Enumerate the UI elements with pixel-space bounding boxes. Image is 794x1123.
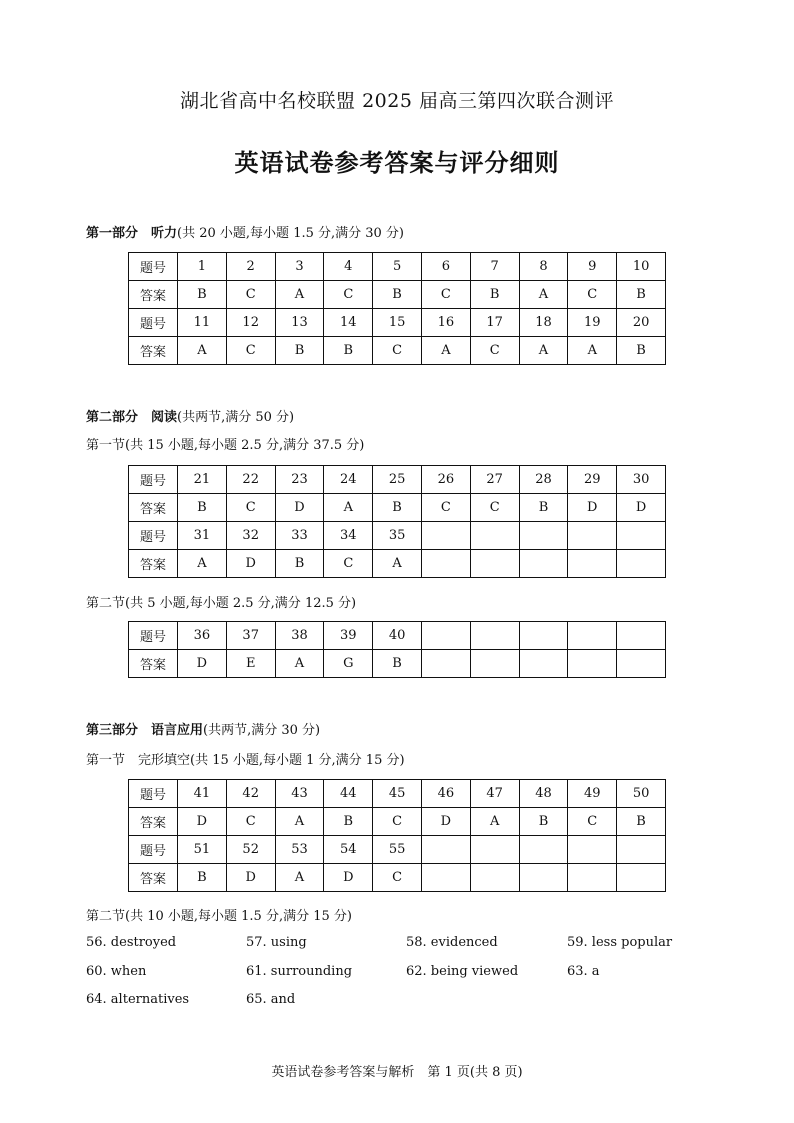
table-cell: B <box>275 337 324 365</box>
table-cell: 53 <box>275 836 324 864</box>
table-cell: C <box>421 281 470 309</box>
table-cell: 6 <box>421 253 470 281</box>
table-cell: B <box>324 808 373 836</box>
table-cell: 30 <box>617 466 666 494</box>
table-cell: C <box>226 494 275 522</box>
table-cell: C <box>568 808 617 836</box>
table-cell: B <box>178 864 227 892</box>
table-cell: C <box>470 337 519 365</box>
table-cell <box>519 864 568 892</box>
table-cell: A <box>421 337 470 365</box>
table-cell: 27 <box>470 466 519 494</box>
part1-answer-table <box>128 252 666 365</box>
table-row <box>129 550 666 578</box>
table-cell: 13 <box>275 309 324 337</box>
table-cell: A <box>568 337 617 365</box>
table-cell: 43 <box>275 780 324 808</box>
table-cell: 26 <box>421 466 470 494</box>
table-cell: C <box>421 494 470 522</box>
table-cell: C <box>568 281 617 309</box>
table-cell: B <box>373 281 422 309</box>
table-row <box>129 281 666 309</box>
table-cell: 34 <box>324 522 373 550</box>
table-cell: A <box>178 337 227 365</box>
row-header: 答案 <box>129 864 178 892</box>
row-header: 答案 <box>129 808 178 836</box>
table-row <box>129 494 666 522</box>
table-cell: B <box>373 494 422 522</box>
table-cell: 37 <box>226 622 275 650</box>
table-cell: 39 <box>324 622 373 650</box>
table-cell: A <box>178 550 227 578</box>
table-cell: D <box>275 494 324 522</box>
table-cell: 3 <box>275 253 324 281</box>
row-header: 题号 <box>129 522 178 550</box>
row-header: 题号 <box>129 253 178 281</box>
table-cell: D <box>568 494 617 522</box>
table-cell: 36 <box>178 622 227 650</box>
table-cell: B <box>519 494 568 522</box>
table-cell: B <box>275 550 324 578</box>
table-row <box>129 466 666 494</box>
exam-title: 湖北省高中名校联盟 2025 届高三第四次联合测评 <box>180 90 614 112</box>
table-cell: 8 <box>519 253 568 281</box>
table-cell: 45 <box>373 780 422 808</box>
table-cell: 42 <box>226 780 275 808</box>
table-cell: D <box>617 494 666 522</box>
table-cell: D <box>178 650 227 678</box>
table-cell: C <box>470 494 519 522</box>
table-cell <box>568 522 617 550</box>
row-header: 答案 <box>129 650 178 678</box>
table-cell: 24 <box>324 466 373 494</box>
part2-heading: 第二部分 阅读(共两节,满分 50 分) <box>86 410 295 425</box>
table-cell: B <box>178 494 227 522</box>
table-cell: 23 <box>275 466 324 494</box>
table-cell: A <box>519 281 568 309</box>
table-cell <box>617 864 666 892</box>
table-cell: 17 <box>470 309 519 337</box>
fill-answer: 56. destroyed <box>86 935 177 950</box>
table-cell <box>568 836 617 864</box>
table-cell: C <box>226 337 275 365</box>
table-cell: B <box>470 281 519 309</box>
table-cell: C <box>373 808 422 836</box>
table-cell: 4 <box>324 253 373 281</box>
table-cell: 28 <box>519 466 568 494</box>
table-cell: 20 <box>617 309 666 337</box>
table-row <box>129 780 666 808</box>
table-cell <box>519 550 568 578</box>
part2-section2-answer-table <box>128 621 666 678</box>
table-cell: 33 <box>275 522 324 550</box>
table-cell: B <box>519 808 568 836</box>
table-cell <box>421 650 470 678</box>
table-cell: C <box>373 337 422 365</box>
table-cell <box>519 836 568 864</box>
table-cell: 47 <box>470 780 519 808</box>
table-cell: 38 <box>275 622 324 650</box>
table-cell <box>568 864 617 892</box>
table-cell: C <box>324 550 373 578</box>
row-header: 题号 <box>129 836 178 864</box>
part3-section1-answer-table <box>128 779 666 892</box>
table-row <box>129 864 666 892</box>
table-cell: 35 <box>373 522 422 550</box>
table-cell <box>568 550 617 578</box>
table-cell: G <box>324 650 373 678</box>
table-cell: 46 <box>421 780 470 808</box>
table-cell: 19 <box>568 309 617 337</box>
table-cell: D <box>421 808 470 836</box>
table-cell: 51 <box>178 836 227 864</box>
table-cell: A <box>275 808 324 836</box>
table-row <box>129 836 666 864</box>
fill-answer: 65. and <box>246 992 296 1007</box>
table-cell: E <box>226 650 275 678</box>
table-cell: 49 <box>568 780 617 808</box>
table-cell: 31 <box>178 522 227 550</box>
part1-heading: 第一部分 听力(共 20 小题,每小题 1.5 分,满分 30 分) <box>86 226 405 241</box>
table-cell: 5 <box>373 253 422 281</box>
part3-section2-title: 第二节(共 10 小题,每小题 1.5 分,满分 15 分) <box>86 909 352 924</box>
fill-answer: 60. when <box>86 964 147 979</box>
table-cell: A <box>275 650 324 678</box>
table-cell: B <box>324 337 373 365</box>
table-cell: 11 <box>178 309 227 337</box>
table-cell: 32 <box>226 522 275 550</box>
table-cell: D <box>226 550 275 578</box>
fill-answer: 64. alternatives <box>86 992 190 1007</box>
table-cell: 16 <box>421 309 470 337</box>
table-cell <box>470 836 519 864</box>
table-cell: A <box>275 281 324 309</box>
table-cell <box>568 622 617 650</box>
table-cell: 18 <box>519 309 568 337</box>
table-cell: 10 <box>617 253 666 281</box>
page-footer: 英语试卷参考答案与解析 第 1 页(共 8 页) <box>271 1065 523 1080</box>
table-cell: 50 <box>617 780 666 808</box>
row-header: 题号 <box>129 780 178 808</box>
fill-answer: 63. a <box>567 964 600 979</box>
table-row <box>129 650 666 678</box>
row-header: 题号 <box>129 309 178 337</box>
part3-section1-title: 第一节 完形填空(共 15 小题,每小题 1 分,满分 15 分) <box>86 753 405 768</box>
table-row <box>129 622 666 650</box>
table-cell <box>470 864 519 892</box>
table-cell: 52 <box>226 836 275 864</box>
table-cell: A <box>324 494 373 522</box>
table-cell: D <box>324 864 373 892</box>
table-cell: 1 <box>178 253 227 281</box>
table-cell: 29 <box>568 466 617 494</box>
table-cell <box>421 622 470 650</box>
table-cell <box>568 650 617 678</box>
table-cell: 2 <box>226 253 275 281</box>
table-cell: 22 <box>226 466 275 494</box>
table-cell <box>617 522 666 550</box>
table-cell: 40 <box>373 622 422 650</box>
table-cell: C <box>226 808 275 836</box>
fill-answer: 61. surrounding <box>246 964 353 979</box>
part2-section1-answer-table <box>128 465 666 578</box>
table-cell: B <box>617 808 666 836</box>
table-cell: C <box>226 281 275 309</box>
row-header: 答案 <box>129 281 178 309</box>
table-cell <box>421 522 470 550</box>
part2-section2-title: 第二节(共 5 小题,每小题 2.5 分,满分 12.5 分) <box>86 596 357 611</box>
table-cell: A <box>373 550 422 578</box>
fill-answer: 57. using <box>246 935 307 950</box>
table-cell: B <box>373 650 422 678</box>
table-cell <box>421 836 470 864</box>
table-cell: D <box>178 808 227 836</box>
table-cell: A <box>519 337 568 365</box>
table-cell: A <box>470 808 519 836</box>
table-cell <box>617 836 666 864</box>
table-cell: 25 <box>373 466 422 494</box>
table-cell: 48 <box>519 780 568 808</box>
table-cell: 14 <box>324 309 373 337</box>
row-header: 题号 <box>129 622 178 650</box>
table-cell: 9 <box>568 253 617 281</box>
table-cell <box>470 650 519 678</box>
document-title: 英语试卷参考答案与评分细则 <box>234 149 560 177</box>
table-cell: 44 <box>324 780 373 808</box>
table-cell <box>617 650 666 678</box>
table-cell: 12 <box>226 309 275 337</box>
row-header: 题号 <box>129 466 178 494</box>
table-cell <box>519 522 568 550</box>
table-cell: C <box>373 864 422 892</box>
fill-answer: 58. evidenced <box>406 935 498 950</box>
table-cell: 15 <box>373 309 422 337</box>
table-cell <box>470 550 519 578</box>
table-row <box>129 808 666 836</box>
table-cell <box>470 522 519 550</box>
fill-answer: 62. being viewed <box>406 964 519 979</box>
table-cell: 7 <box>470 253 519 281</box>
table-cell: C <box>324 281 373 309</box>
table-cell <box>617 550 666 578</box>
part2-section1-title: 第一节(共 15 小题,每小题 2.5 分,满分 37.5 分) <box>86 438 365 453</box>
table-cell: 54 <box>324 836 373 864</box>
row-header: 答案 <box>129 337 178 365</box>
table-cell <box>421 550 470 578</box>
table-cell: B <box>178 281 227 309</box>
table-cell: 41 <box>178 780 227 808</box>
table-cell <box>617 622 666 650</box>
table-cell <box>519 650 568 678</box>
table-cell: 55 <box>373 836 422 864</box>
table-cell <box>519 622 568 650</box>
row-header: 答案 <box>129 494 178 522</box>
table-cell <box>470 622 519 650</box>
table-cell: 21 <box>178 466 227 494</box>
table-cell: D <box>226 864 275 892</box>
table-cell: A <box>275 864 324 892</box>
table-row <box>129 337 666 365</box>
fill-answer: 59. less popular <box>567 935 673 950</box>
table-row <box>129 309 666 337</box>
table-cell: B <box>617 281 666 309</box>
table-cell: B <box>617 337 666 365</box>
part3-heading: 第三部分 语言应用(共两节,满分 30 分) <box>86 723 321 738</box>
row-header: 答案 <box>129 550 178 578</box>
table-cell <box>421 864 470 892</box>
table-row <box>129 522 666 550</box>
table-row <box>129 253 666 281</box>
